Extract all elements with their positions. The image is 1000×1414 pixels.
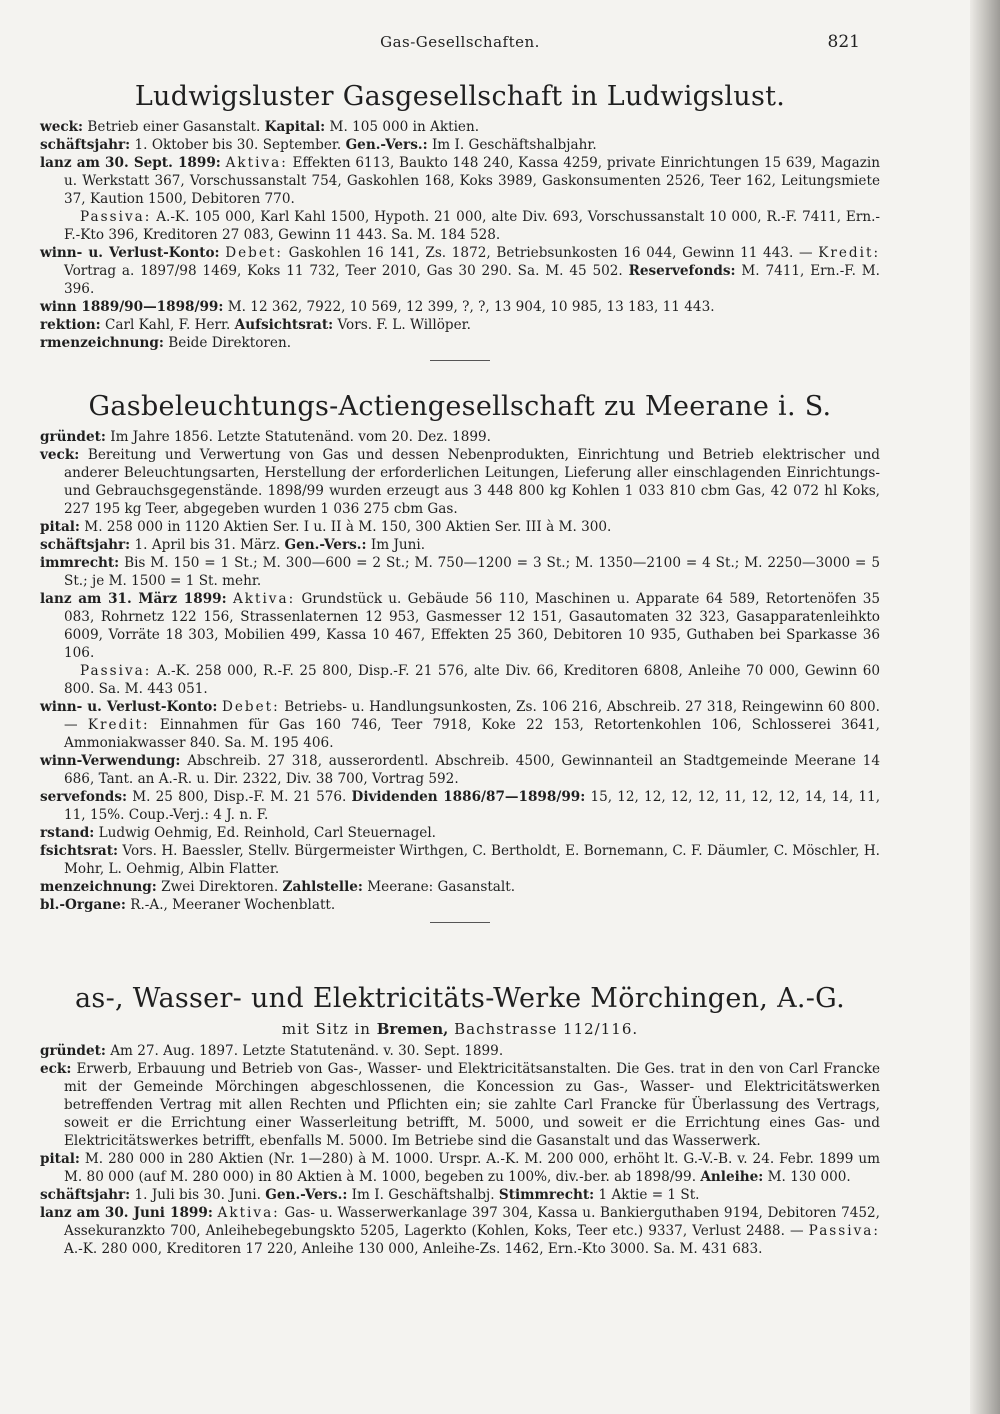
entry-label: schäftsjahr: [40,137,131,153]
company-ludwigslust [40,80,880,361]
entry-label: Aufsichtsrat: [234,317,334,333]
entry-gegruendet [40,1042,880,1060]
entry-bilanz-passiva [40,208,880,244]
entry-label: winn- u. Verlust-Konto: [40,245,220,261]
entry-text: Ludwig Oehmig, Ed. Reinhold, Carl Steuernagel. [98,825,437,841]
entry-firmenzeichnung [40,878,880,896]
entry-zweck [40,118,880,136]
entry-label: Gen.-Vers.: [284,537,367,553]
company-moerchingen [40,982,880,1258]
entry-text: Im I. Geschäftshalbjahr. [431,137,597,153]
entry-bilanz [40,1204,880,1258]
entry-text: 1. Oktober bis 30. September. [134,137,342,153]
entry-label: winn-Verwendung: [40,753,181,769]
entry-text: M. 25 800, Disp.-F. M. 21 576. [132,789,347,805]
entry-label: Gen.-Vers.: [345,137,428,153]
entry-label: winn 1889/90—1898/99: [40,299,224,315]
entry-text: A.-K. 105 000, Karl Kahl 1500, Hypoth. 21 000, alte Div. 693, Vorschussanstalt 10 000, R.-F. 7411, Ern.-F.-Kto 396, Kreditoren 27 083, Gewinn 11 443. Sa. M. 184 528. [64,209,880,243]
entry-kapital [40,518,880,536]
entry-text: M. 258 000 in 1120 Aktien Ser. I u. II à M. 150, 300 Aktien Ser. III à M. 300. [84,519,612,535]
entry-bilanz-aktiva [40,590,880,662]
entry-label: lanz am 31. März 1899: [40,591,227,607]
subtitle-prefix: mit Sitz in [281,1020,371,1038]
entry-label: gründet: [40,429,106,445]
entry-text: Beide Direktoren. [168,335,292,351]
entry-text: Bereitung und Verwertung von Gas und dessen Nebenprodukten, Einrichtung und Betrieb elektrischer und anderer Beleuchtungsarten, Herstellung der erforderlichen Leitungen, Lieferung aller einschlagenden Einrichtungs- und Gebrauchsgegenstände. 1898/99 wurden erzeugt aus 3 448 800 kg Kohlen 1 033 810 cbm Gas, 42 072 hl Koks, 227 195 kg Teer, abgegeben wurden 1 036 275 cbm Gas. [64,447,880,517]
kredit-label: Kredit: [87,717,150,733]
company-title: as-, Wasser- und Elektricitäts-Werke Mörchingen, A.-G. [75,983,845,1014]
subtitle-suffix: Bachstrasse 112/116. [454,1020,639,1038]
aktiva-label: Aktiva: [232,591,296,607]
kredit-label: Kredit: [818,245,881,261]
entry-text: Im Jahre 1856. Letzte Statutenänd. vom 20. Dez. 1899. [110,429,491,445]
entry-label: menzeichnung: [40,879,157,895]
entry-text: Vors. H. Baessler, Stellv. Bürgermeister Wirthgen, C. Bertholdt, E. Bornemann, C. F. Däumler, C. Möschler, H. Mohr, L. Oehmig, Albin Flatter. [64,843,881,877]
entry-zweck [40,1060,880,1150]
entry-text: Im Juni. [370,537,426,553]
entry-label: gründet: [40,1043,106,1059]
entry-text: Carl Kahl, F. Herr. [104,317,231,333]
entry-label: Zahlstelle: [282,879,363,895]
document-page [40,0,880,1414]
entry-bilanz-passiva [40,662,880,698]
entry-text: Abschreib. 27 318, ausserordentl. Abschreib. 4500, Gewinnanteil an Stadtgemeinde Meerane 14 686, Tant. an A.-R. u. Dir. 2322, Div. 38 700, Vortrag 592. [64,753,880,787]
entry-bilanz-aktiva [40,154,880,208]
entry-label: weck: [40,119,84,135]
entry-label: Anleihe: [700,1169,764,1185]
section-divider [430,360,490,361]
entry-gegruendet [40,428,880,446]
running-head [40,33,880,53]
debet-label: Debet: [225,245,283,261]
passiva-label: Passiva: [80,209,152,225]
entry-text: M. 105 000 in Aktien. [329,119,480,135]
entry-text: Zwei Direktoren. [161,879,279,895]
entry-direktion [40,316,880,334]
entry-zweck [40,446,880,518]
entry-label: lanz am 30. Sept. 1899: [40,155,221,171]
running-title: Gas-Gesellschaften. [380,33,540,51]
entry-label: bl.-Organe: [40,897,126,913]
company-title: Gasbeleuchtungs-Actiengesellschaft zu Meerane i. S. [88,391,832,422]
entry-gewinn-verlust [40,244,880,298]
subtitle-city: Bremen, [376,1020,449,1038]
entry-gewinn-verlust [40,698,880,752]
entry-text: 1. April bis 31. März. [134,537,281,553]
entry-reservefonds [40,788,880,824]
entry-text: M. 12 362, 7922, 10 569, 12 399, ?, ?, 13 904, 10 985, 13 183, 11 443. [227,299,715,315]
entry-text: Vors. F. L. Willöper. [337,317,471,333]
entry-label: pital: [40,1151,80,1167]
section-divider [430,922,490,923]
entry-text: Meerane: Gasanstalt. [367,879,516,895]
entry-label: lanz am 30. Juni 1899: [40,1205,213,1221]
entry-vorstand [40,824,880,842]
entry-text: Erwerb, Erbauung und Betrieb von Gas-, Wasser- und Elektricitätsanstalten. Die Ges. trat in den von Carl Francke mit der Gemeinde Mörchingen abgeschlossenen, die Koncession zu Gas-, Wasser- und Elektricitätswerken betreffenden Vertrag mit allen Rechten und Pflichten ein; sie zahlte Carl Francke für Überlassung des Vertrags, soweit er die Errichtung einer Wasserleitung betrifft, M. 5000, und soweit er die Errichtung eines Gas- und Elektricitätswerkes betrifft, ebenfalls M. 5000. Im Betriebe sind die Gasanstalt und das Wasserwerk. [64,1061,880,1149]
entry-label: Stimmrecht: [498,1187,595,1203]
entry-gewinn-history [40,298,880,316]
entry-text: Betriebs- u. Handlungsunkosten, Zs. 106 216, Abschreib. 27 318, Reingewinn 60 800. — [64,699,880,733]
entry-label: Reservefonds: [628,263,736,279]
entry-label: winn- u. Verlust-Konto: [40,699,218,715]
company-meerane [40,390,880,923]
debet-label: Debet: [221,699,280,715]
entry-text: Am 27. Aug. 1897. Letzte Statutenänd. v. 30. Sept. 1899. [110,1043,504,1059]
entry-aufsichtsrat [40,842,880,878]
entry-text: 15, 12, 12, 12, 12, 11, 12, 12, 14, 14, 11, 11, 15%. Coup.-Verj.: 4 J. n. F. [64,789,881,823]
entry-text: A.-K. 258 000, R.-F. 25 800, Disp.-F. 21 576, alte Div. 66, Kreditoren 6808, Anleihe 70 000, Gewinn 60 800. Sa. M. 443 051. [64,663,880,697]
entry-text: A.-K. 280 000, Kreditoren 17 220, Anleihe 130 000, Anleihe-Zs. 1462, Ern.-Kto 3000. Sa. M. 431 683. [64,1241,763,1257]
entry-text: 1 Aktie = 1 St. [598,1187,700,1203]
entry-text: Im I. Geschäftshalbj. [351,1187,495,1203]
entry-text: Bis M. 150 = 1 St.; M. 300—600 = 2 St.; M. 750—1200 = 3 St.; M. 1350—2100 = 4 St.; M. 2250—3000 = 5 St.; je M. 1500 = 1 St. mehr. [64,555,880,589]
scan-page-edge [970,0,1000,1414]
entry-text: M. 7411, Ern.-F. M. 396. [64,263,880,297]
passiva-label: Passiva: [808,1223,880,1239]
entry-stimmrecht [40,554,880,590]
aktiva-label: Aktiva: [225,155,288,171]
entry-label: pital: [40,519,80,535]
entry-label: schäftsjahr: [40,537,131,553]
entry-label: Gen.-Vers.: [265,1187,348,1203]
entry-text: Vortrag a. 1897/98 1469, Koks 11 732, Teer 2010, Gas 30 290. Sa. M. 45 502. [64,263,623,279]
entry-text: 1. Juli bis 30. Juni. [134,1187,261,1203]
entry-label: rmenzeichnung: [40,335,164,351]
entry-text: Effekten 6113, Baukto 148 240, Kassa 4259, private Einrichtungen 15 639, Magazin u. Werkstatt 367, Vorschussanstalt 754, Gaskohlen 168, Koks 3989, Gaskonsumenten 2526, Teer 162, Leitungsmiete 37, Kaution 1500, Debitoren 770. [64,155,880,207]
page-number: 821 [827,32,860,52]
entry-gewinn-verwendung [40,752,880,788]
company-title: Ludwigsluster Gasgesellschaft in Ludwigslust. [134,81,786,112]
entry-geschaeftsjahr [40,1186,880,1204]
entry-label: Dividenden 1886/87—1898/99: [351,789,586,805]
entry-text: Einnahmen für Gas 160 746, Teer 7918, Koke 22 153, Retortenkohlen 106, Schlosserei 3641, Ammoniakwasser 840. Sa. M. 195 406. [64,717,880,751]
entry-firmenzeichnung [40,334,880,352]
entry-publ-organe [40,896,880,914]
entry-text: Grundstück u. Gebäude 56 110, Maschinen u. Apparate 64 589, Retortenöfen 35 083, Rohrnetz 122 156, Strassenlaternen 12 953, Gasmesser 12 151, Gasautomaten 32 323, Gasapparatenleihkto 6009, Vorräte 18 303, Mobilien 499, Kassa 10 467, Effekten 25 360, Debitoren 10 935, Guthaben bei Sparkasse 36 106. [64,591,881,661]
entry-label: Kapital: [264,119,326,135]
entry-text: Betrieb einer Gasanstalt. [87,119,261,135]
entry-label: rstand: [40,825,95,841]
entry-label: rektion: [40,317,101,333]
entry-text: M. 130 000. [767,1169,851,1185]
entry-text: R.-A., Meeraner Wochenblatt. [130,897,336,913]
entry-geschaeftsjahr [40,136,880,154]
entry-label: eck: [40,1061,72,1077]
entry-label: servefonds: [40,789,127,805]
company-subtitle [40,1020,880,1038]
entry-label: schäftsjahr: [40,1187,131,1203]
entry-label: veck: [40,447,80,463]
passiva-label: Passiva: [80,663,152,679]
entry-text: Gaskohlen 16 141, Zs. 1872, Betriebsunkosten 16 044, Gewinn 11 443. — [288,245,813,261]
entry-kapital [40,1150,880,1186]
entry-text: Gas- u. Wasserwerkanlage 397 304, Kassa u. Bankierguthaben 9194, Debitoren 7452, Assekuranzkto 700, Anleihebegebungskto 5205, Lagerkto (Kohlen, Koks, Teer etc.) 9337, Verlust 2488. — [64,1205,881,1239]
entry-text: M. 280 000 in 280 Aktien (Nr. 1—280) à M. 1000. Urspr. A.-K. M. 200 000, erhöht lt. G.-V.-B. v. 24. Febr. 1899 um M. 80 000 (auf M. 280 000) in 80 Aktien à M. 1000, begeben zu 100%, div.-ber. ab 1898/99. [64,1151,880,1185]
entry-label: immrecht: [40,555,120,571]
entry-label: fsichtsrat: [40,843,119,859]
aktiva-label: Aktiva: [217,1205,280,1221]
entry-geschaeftsjahr [40,536,880,554]
